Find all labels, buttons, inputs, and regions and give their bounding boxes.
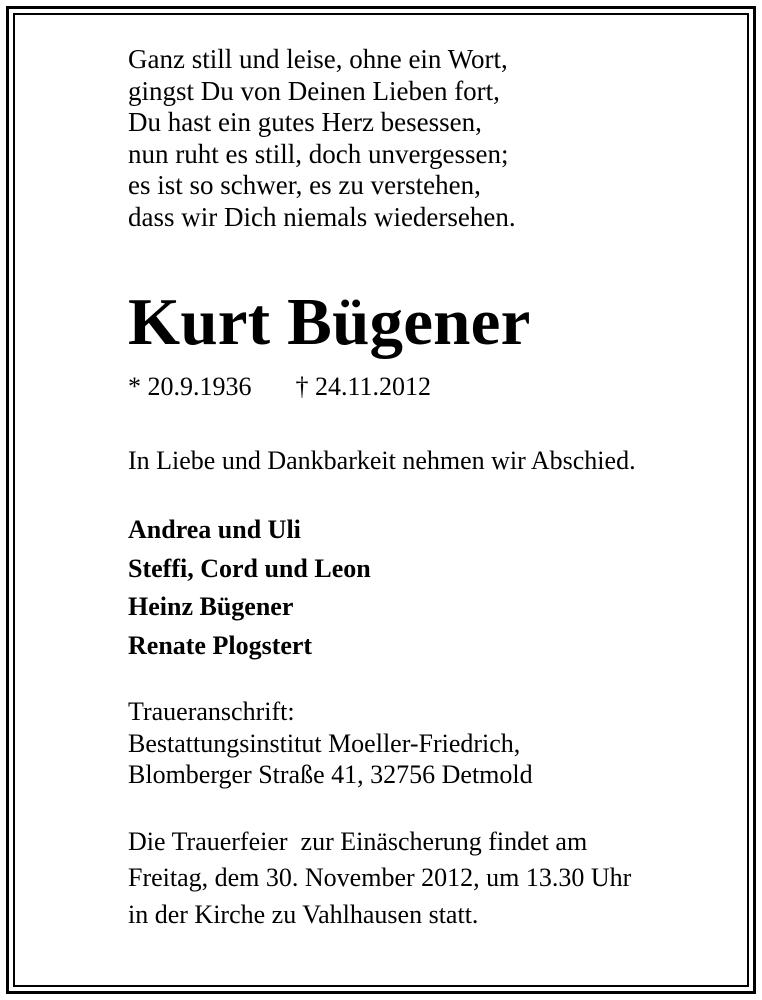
mourner-name: Renate Plogstert — [128, 630, 313, 660]
poem-line: gingst Du von Deinen Lieben fort, — [128, 75, 500, 106]
poem-line: Ganz still und leise, ohne ein Wort, — [128, 44, 508, 74]
deceased-name: Kurt Bügener — [128, 285, 531, 359]
mourners-list — [128, 511, 728, 665]
birth-date: * 20.9.1936 — [128, 372, 252, 401]
address-line: Blomberger Straße 41, 32756 Detmold — [128, 760, 533, 789]
ceremony-info — [128, 824, 728, 934]
poem-line: es ist so schwer, es zu verstehen, — [128, 170, 481, 200]
mourner-name: Heinz Bügener — [128, 592, 294, 621]
ceremony-line: Die Trauerfeier zur Einäscherung findet am — [128, 826, 588, 856]
ceremony-line: Freitag, dem 30. November 2012, um 13.30 Uhr — [128, 863, 632, 892]
mourner-name: Andrea und Uli — [128, 515, 301, 544]
poem-line: dass wir Dich niemals wiedersehen. — [128, 201, 516, 232]
poem-line: nun ruht es still, doch unvergessen; — [128, 138, 509, 169]
poem-line: Du hast ein gutes Herz besessen, — [128, 107, 482, 137]
farewell-line: In Liebe und Dankbarkeit nehmen wir Abschied. — [128, 446, 636, 475]
address-line: Bestattungsinstitut Moeller-Friedrich, — [128, 728, 521, 758]
life-dates — [128, 372, 728, 402]
death-date: † 24.11.2012 — [295, 372, 432, 401]
mourning-address — [128, 696, 728, 791]
ceremony-line: in der Kirche zu Vahlhausen statt. — [128, 899, 479, 929]
address-line: Traueranschrift: — [128, 697, 295, 726]
obituary-notice — [128, 44, 728, 933]
memorial-poem — [128, 44, 728, 233]
mourner-name: Steffi, Cord und Leon — [128, 553, 371, 583]
